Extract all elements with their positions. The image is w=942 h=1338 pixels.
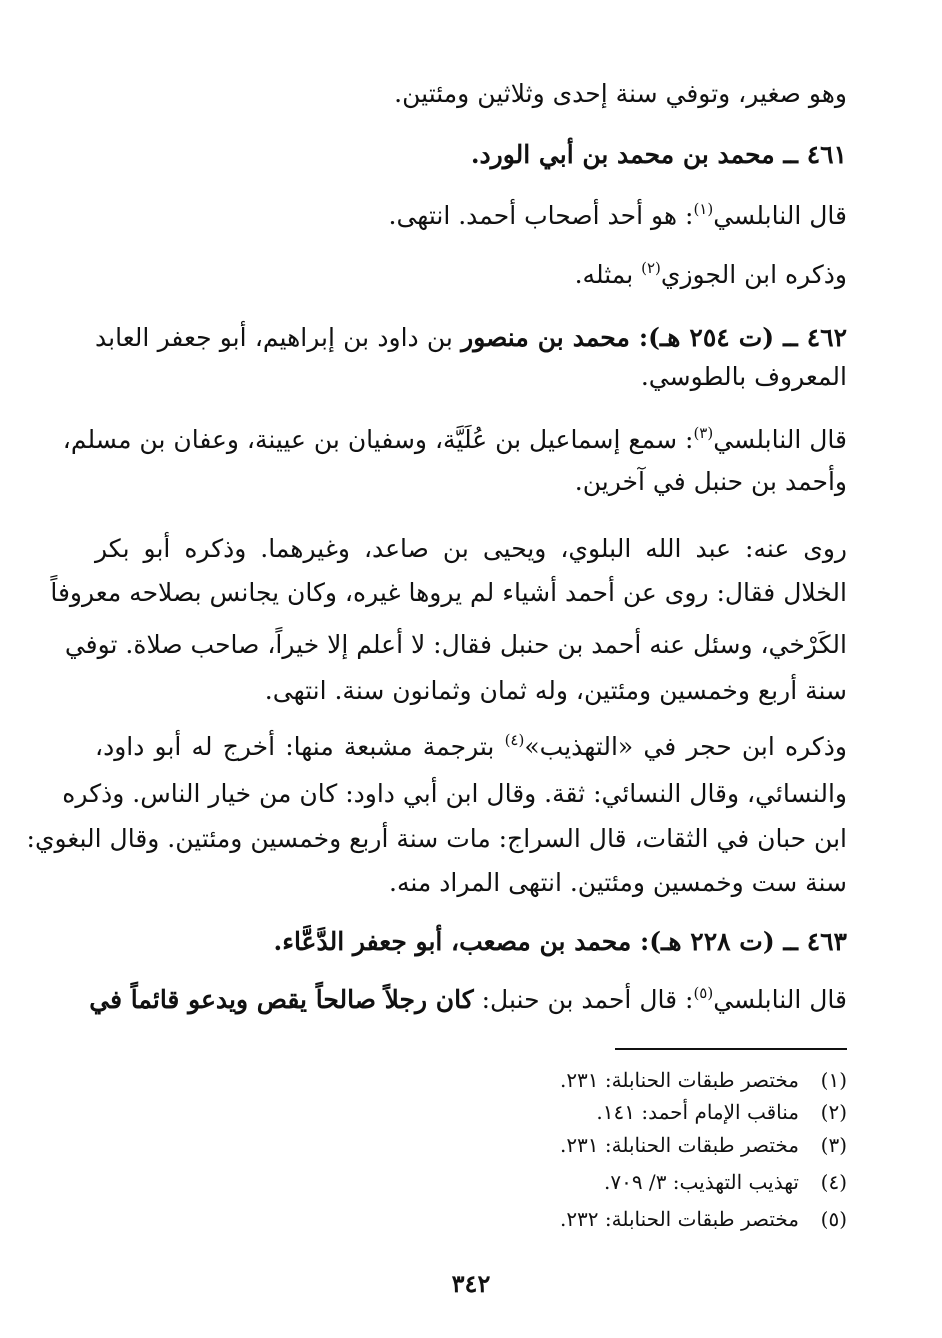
text-line: قال النابلسي$^{(١)}$: هو أحد أصحاب أحمد. انتهى. (388, 200, 847, 230)
text-line: روى عنه: عبد الله البلوي، ويحيى بن صاعد، وغيرهما. وذكره أبو بكر (95, 534, 847, 563)
footnote-ref: (٥) (693, 984, 714, 1002)
text-line: وهو صغير، وتوفي سنة إحدى وثلاثين ومئتين. (394, 79, 847, 108)
footnote: (٢)مناقب الإمام أحمد: ١٤١. (596, 1100, 847, 1124)
text-line: قال النابلسي$^{(٣)}$: سمع إسماعيل بن عُلَيَّة، وسفيان بن عيينة، وعفان بن مسلم، (62, 424, 847, 454)
entry-heading-462: ٤٦٢ ــ (ت ٢٥٤ هـ): محمد بن منصور بن داود بن إبراهيم، أبو جعفر العابد (95, 323, 848, 352)
text-line: وذكره ابن حجر في «التهذيب»$^{(٤)}$ بترجمة مشبعة منها: أخرج له أبو داود، (95, 731, 847, 761)
text-line: الكَرْخي، وسئل عنه أحمد بن حنبل فقال: لا أعلم إلا خيراً، صاحب صلاة. توفي (64, 630, 847, 659)
footnote: (٥)مختصر طبقات الحنابلة: ٢٣٢. (559, 1207, 847, 1231)
text-line: الخلال فقال: روى عن أحمد أشياء لم يروها غيره، وكان يجانس بصلاحه معروفاً (50, 578, 847, 607)
text-line: سنة ست وخمسين ومئتين. انتهى المراد منه. (389, 868, 847, 897)
footnote-ref: (٤) (504, 731, 525, 749)
text-line: وأحمد بن حنبل في آخرين. (574, 467, 847, 496)
text-line: ابن حبان في الثقات، قال السراج: مات سنة أربع وخمسين ومئتين. وقال البغوي: (26, 824, 847, 853)
text-line: سنة أربع وخمسين ومئتين، وله ثمان وثمانون سنة. انتهى. (264, 676, 847, 705)
entry-heading-461: ٤٦١ ــ محمد بن محمد بن أبي الورد. (470, 140, 847, 169)
footnote: (٤)تهذيب التهذيب: ٣/ ٧٠٩. (603, 1170, 847, 1194)
text-line: قال النابلسي$^{(٥)}$: قال أحمد بن حنبل: كان رجلاً صالحاً يقص ويدعو قائماً في (89, 984, 847, 1014)
footnote-ref: (٢) (641, 259, 661, 277)
entry-heading-463: ٤٦٣ ــ (ت ٢٢٨ هـ): محمد بن مصعب، أبو جعفر الدَّعَّاء. (273, 927, 847, 956)
footnote: (٣)مختصر طبقات الحنابلة: ٢٣١. (559, 1133, 847, 1157)
text-line: وذكره ابن الجوزي$^{(٢)}$ بمثله. (574, 259, 847, 289)
footnote-separator (615, 1048, 847, 1050)
text-line: والنسائي، وقال النسائي: ثقة. وقال ابن أبي داود: كان من خيار الناس. وذكره (62, 779, 847, 808)
page-number: ٣٤٢ (451, 1269, 491, 1298)
footnote: (١)مختصر طبقات الحنابلة: ٢٣١. (559, 1068, 847, 1092)
footnote-ref: (٣) (693, 424, 714, 442)
text-line: المعروف بالطوسي. (640, 362, 847, 391)
footnote-ref: (١) (693, 200, 714, 218)
